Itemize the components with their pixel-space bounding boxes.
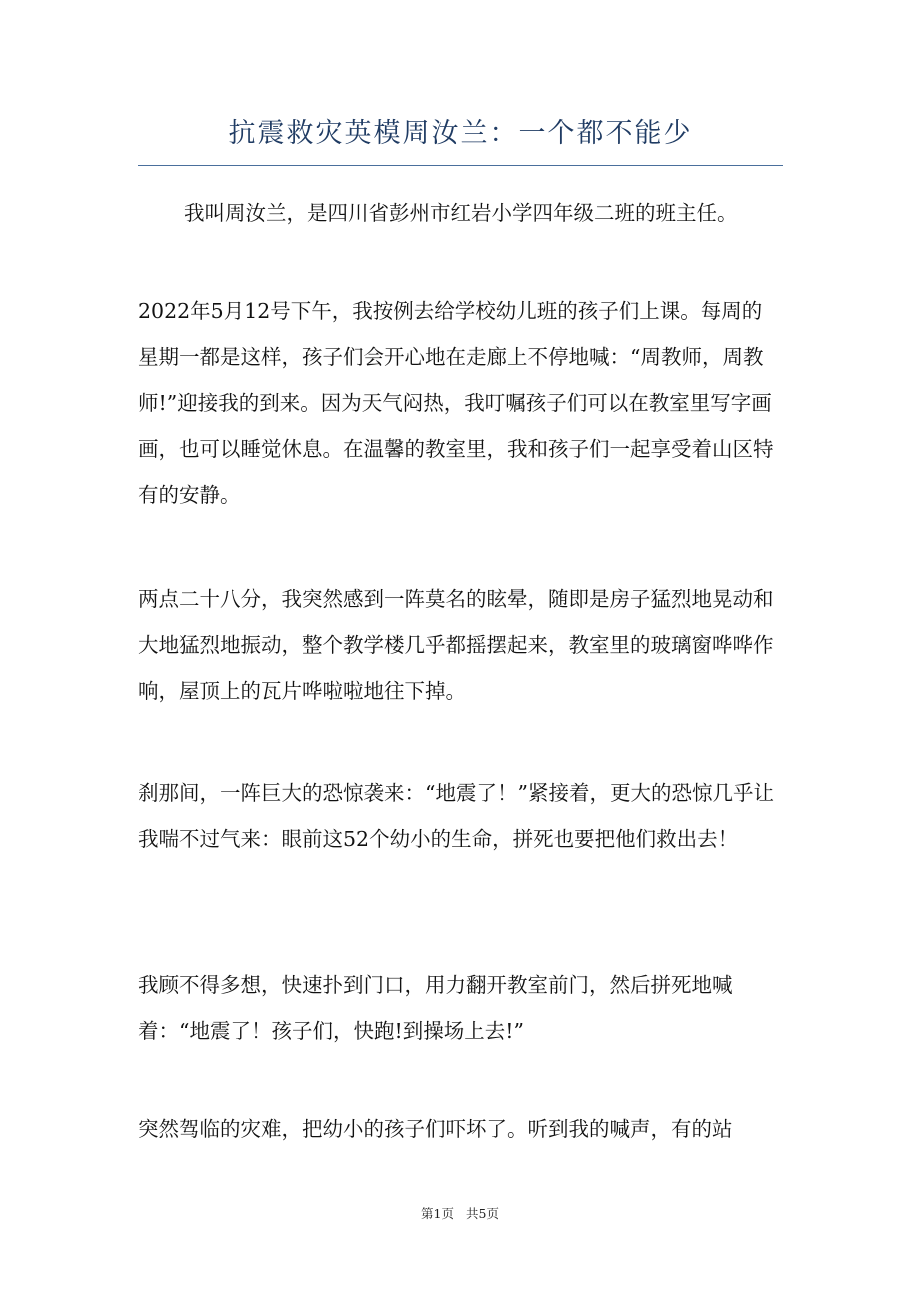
paragraph-6: 突然驾临的灾难，把幼小的孩子们吓坏了。听到我的喊声，有的站 <box>138 1117 733 1141</box>
paragraph-5: 我顾不得多想，快速扑到门口，用力翻开教室前门，然后拼死地喊着：“地震了！孩子们，快跑!到操场上去!” <box>138 973 733 1043</box>
paragraph-2: 2022年5月12号下午，我按例去给学校幼儿班的孩子们上课。每周的星期一都是这样，孩子们会开心地在走廊上不停地喊：“周教师，周教师!”迎接我的到来。因为天气闷热，我叮嘱孩子们可以在教室里写字画画，也可以睡觉休息。在温馨的教室里，我和孩子们一起享受着山区特有的安静。 <box>138 299 774 507</box>
paragraph-1: 我叫周汝兰，是四川省彭州市红岩小学四年级二班的班主任。 <box>184 201 738 225</box>
page-total: 共5页 <box>466 1206 499 1221</box>
document-title: 抗震救灾英模周汝兰：一个都不能少 <box>228 118 693 149</box>
page-number: 第1页 <box>421 1206 454 1221</box>
title-divider <box>138 165 783 166</box>
paragraph-3: 两点二十八分，我突然感到一阵莫名的眩晕，随即是房子猛烈地晃动和大地猛烈地振动，整个教学楼几乎都摇摆起来，教室里的玻璃窗哗哗作响，屋顶上的瓦片哗啦啦地往下掉。 <box>138 587 774 703</box>
paragraph-4: 刹那间，一阵巨大的恐惊袭来：“地震了！”紧接着，更大的恐惊几乎让我喘不过气来：眼前这52个幼小的生命，拼死也要把他们救出去！ <box>138 781 774 851</box>
page-footer <box>0 1204 920 1224</box>
